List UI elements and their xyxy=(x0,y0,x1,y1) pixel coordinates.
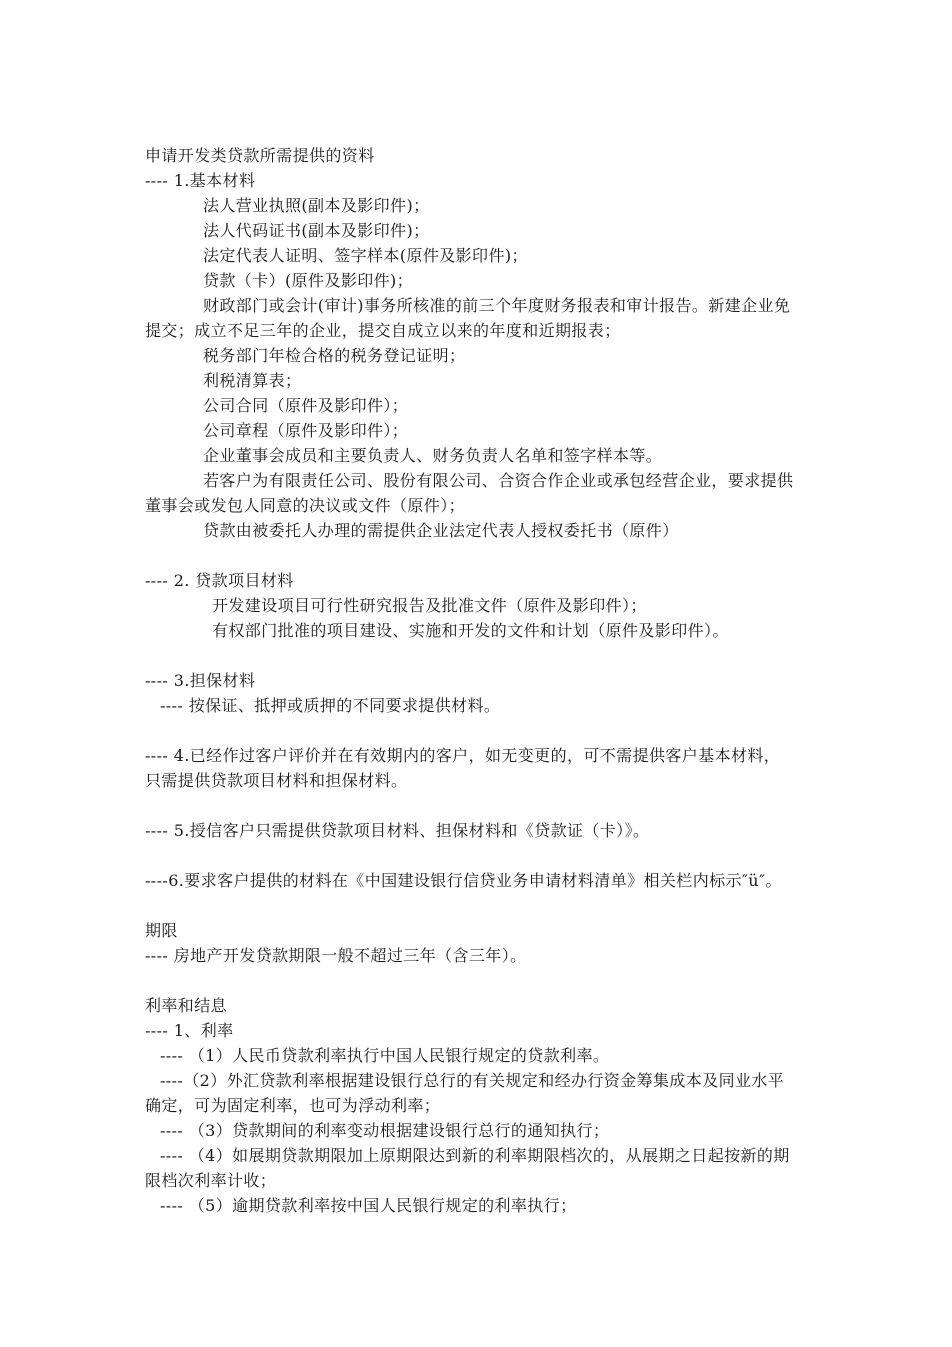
note-6: ----6.要求客户提供的材料在《中国建设银行信贷业务申请材料清单》相关栏内标示″ü″。 xyxy=(145,871,782,890)
list-item: 公司合同（原件及影印件）； xyxy=(203,396,409,415)
list-item-continuation: 确定，可为固定利率，也可为浮动利率； xyxy=(145,1096,441,1115)
list-item: ---- （4）如展期贷款期限加上原期限达到新的利率期限档次的，从展期之日起按新的期 xyxy=(160,1146,790,1165)
list-item: 税务部门年检合格的税务登记证明； xyxy=(203,346,466,365)
list-item: ---- （1）人民币贷款利率执行中国人民银行规定的贷款利率。 xyxy=(160,1046,610,1065)
list-item-continuation: 董事会或发包人同意的决议或文件（原件）； xyxy=(145,496,466,515)
section-heading-project: ---- 2. 贷款项目材料 xyxy=(145,571,294,590)
list-item: 贷款（卡）(原件及影印件)； xyxy=(203,271,414,290)
list-item: 法人营业执照(副本及影印件)； xyxy=(203,196,430,215)
list-item: 有权部门批准的项目建设、实施和开发的文件和计划（原件及影印件）。 xyxy=(212,621,729,640)
list-item: 财政部门或会计(审计)事务所核准的前三个年度财务报表和审计报告。新建企业免 xyxy=(203,296,791,315)
list-item: ---- （5）逾期贷款利率按中国人民银行规定的利率执行； xyxy=(160,1196,577,1215)
document-title: 申请开发类贷款所需提供的资料 xyxy=(145,146,375,165)
list-item: 利税清算表； xyxy=(203,371,302,390)
list-item: 企业董事会成员和主要负责人、财务负责人名单和签字样本等。 xyxy=(203,446,663,465)
blank-line xyxy=(145,718,845,743)
note-5: ---- 5.授信客户只需提供贷款项目材料、担保材料和《贷款证（卡）》。 xyxy=(145,821,650,840)
document-body xyxy=(145,143,845,1218)
sub-heading-rate: ---- 1、利率 xyxy=(145,1021,234,1040)
list-item: ---- 按保证、抵押或质押的不同要求提供材料。 xyxy=(160,696,501,715)
blank-line xyxy=(145,543,845,568)
section-heading-guarantee: ---- 3.担保材料 xyxy=(145,671,256,690)
section-heading-basic: ---- 1.基本材料 xyxy=(145,171,256,190)
list-item: 贷款由被委托人办理的需提供企业法定代表人授权委托书（原件） xyxy=(203,521,679,540)
list-item: 开发建设项目可行性研究报告及批准文件（原件及影印件）； xyxy=(212,596,647,615)
list-item: 法人代码证书(副本及影印件)； xyxy=(203,221,430,240)
list-item: ---- （3）贷款期间的利率变动根据建设银行总行的通知执行； xyxy=(160,1121,610,1140)
list-item: ----（2）外汇贷款利率根据建设银行总行的有关规定和经办行资金筹集成本及同业水平 xyxy=(160,1071,785,1090)
blank-line xyxy=(145,643,845,668)
list-item: 公司章程（原件及影印件）； xyxy=(203,421,409,440)
list-item-continuation: 限档次利率计收； xyxy=(145,1171,277,1190)
term-text: ---- 房地产开发贷款期限一般不超过三年（含三年）。 xyxy=(145,946,527,965)
section-heading-term: 期限 xyxy=(145,921,178,940)
blank-line xyxy=(145,968,845,993)
blank-line xyxy=(145,843,845,868)
list-item: 若客户为有限责任公司、股份有限公司、合资合作企业或承包经营企业，要求提供 xyxy=(203,471,794,490)
list-item: 法定代表人证明、签字样本(原件及影印件)； xyxy=(203,246,528,265)
section-heading-interest: 利率和结息 xyxy=(145,996,228,1015)
blank-line xyxy=(145,893,845,918)
note-4: ---- 4.已经作过客户评价并在有效期内的客户，如无变更的，可不需提供客户基本材料， xyxy=(145,746,781,765)
note-4-continuation: 只需提供贷款项目材料和担保材料。 xyxy=(145,771,408,790)
list-item-continuation: 提交；成立不足三年的企业，提交自成立以来的年度和近期报表； xyxy=(145,321,621,340)
blank-line xyxy=(145,793,845,818)
